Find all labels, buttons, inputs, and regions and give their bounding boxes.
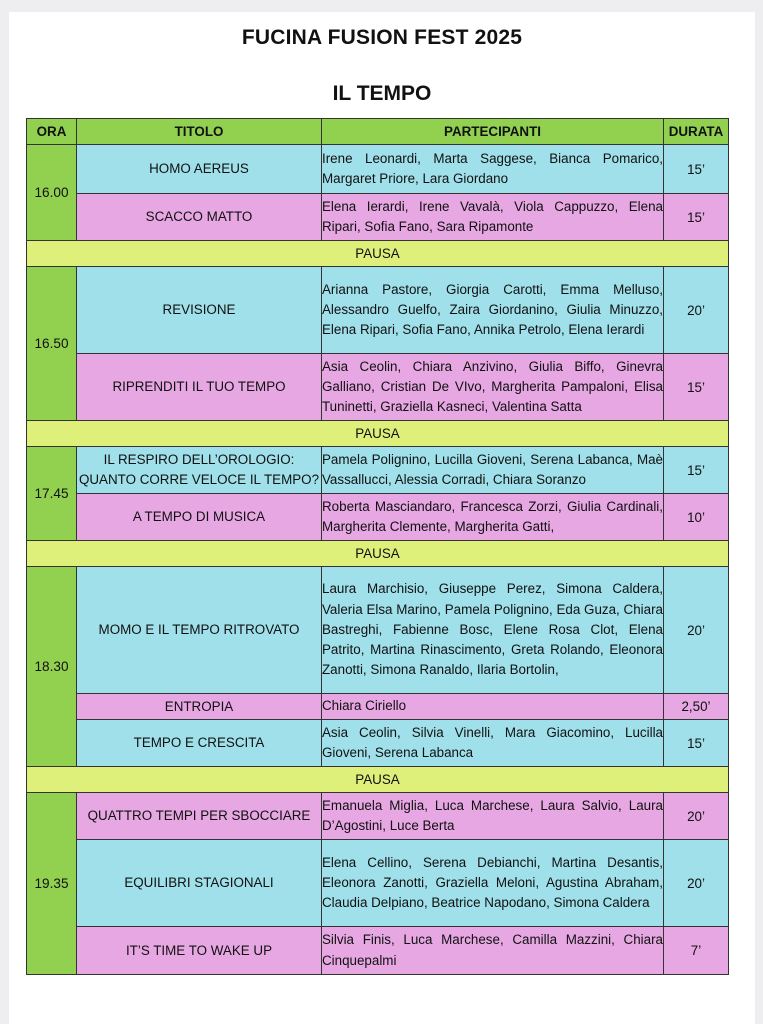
header-titolo: TITOLO <box>77 119 322 145</box>
table-row <box>27 694 729 720</box>
time-cell: 19.35 <box>27 793 77 975</box>
pause-label: PAUSA <box>27 767 729 793</box>
participants-cell: Elena Cellino, Serena Debianchi, Martina Desantis, Eleonora Zanotti, Graziella Meloni, Agustina Abraham, Claudia Delpiano, Beatrice Napodano, Simona Caldera <box>322 840 664 927</box>
table-row <box>27 354 729 421</box>
header-durata: DURATA <box>664 119 729 145</box>
duration-cell: 10’ <box>664 494 729 541</box>
duration-cell: 20’ <box>664 840 729 927</box>
title-cell: IL RESPIRO DELL’OROLOGIO: QUANTO CORRE VELOCE IL TEMPO? <box>77 447 322 494</box>
title-cell: EQUILIBRI STAGIONALI <box>77 840 322 927</box>
title-cell: RIPRENDITI IL TUO TEMPO <box>77 354 322 421</box>
title-cell: HOMO AEREUS <box>77 145 322 194</box>
participants-cell: Emanuela Miglia, Luca Marchese, Laura Salvio, Laura D’Agostini, Luce Berta <box>322 793 664 840</box>
pause-label: PAUSA <box>27 421 729 447</box>
duration-cell: 7’ <box>664 927 729 975</box>
duration-cell: 15’ <box>664 354 729 421</box>
participants-cell: Irene Leonardi, Marta Saggese, Bianca Pomarico, Margaret Priore, Lara Giordano <box>322 145 664 194</box>
duration-cell: 2,50’ <box>664 694 729 720</box>
table-row <box>27 567 729 694</box>
time-cell: 16.50 <box>27 267 77 421</box>
header-partecipanti: PARTECIPANTI <box>322 119 664 145</box>
duration-cell: 20’ <box>664 793 729 840</box>
pause-row <box>27 541 729 567</box>
document-page <box>9 12 755 1024</box>
document-subtitle: IL TEMPO <box>332 82 432 105</box>
table-row <box>27 194 729 241</box>
participants-cell: Arianna Pastore, Giorgia Carotti, Emma Melluso, Alessandro Guelfo, Zaira Giordanino, Giulia Minuzzo, Elena Ripari, Sofia Fano, Annika Petrolo, Elena Ierardi <box>322 267 664 354</box>
participants-cell: Laura Marchisio, Giuseppe Perez, Simona Caldera, Valeria Elsa Marino, Pamela Polignino, Eda Guza, Chiara Bastreghi, Fabienne Bosc, Elene Rosa Clot, Elena Patrito, Martina Rinascimento, Greta Rolando, Eleonora Zanotti, Simona Ranaldo, Ilaria Bortolin, <box>322 567 664 694</box>
time-cell: 17.45 <box>27 447 77 541</box>
title-cell: SCACCO MATTO <box>77 194 322 241</box>
participants-cell: Asia Ceolin, Silvia Vinelli, Mara Giacomino, Lucilla Gioveni, Serena Labanca <box>322 720 664 767</box>
table-row <box>27 494 729 541</box>
table-row <box>27 447 729 494</box>
participants-cell: Chiara Ciriello <box>322 694 664 720</box>
duration-cell: 15’ <box>664 447 729 494</box>
header-ora: ORA <box>27 119 77 145</box>
table-row <box>27 145 729 194</box>
header-row <box>27 119 729 145</box>
pause-label: PAUSA <box>27 541 729 567</box>
title-cell: QUATTRO TEMPI PER SBOCCIARE <box>77 793 322 840</box>
duration-cell: 15’ <box>664 145 729 194</box>
document-title: FUCINA FUSION FEST 2025 <box>241 26 523 49</box>
participants-cell: Pamela Polignino, Lucilla Gioveni, Serena Labanca, Maè Vassallucci, Alessia Corradi, Chiara Soranzo <box>322 447 664 494</box>
title-cell: MOMO E IL TEMPO RITROVATO <box>77 567 322 694</box>
duration-cell: 15’ <box>664 194 729 241</box>
participants-cell: Asia Ceolin, Chiara Anzivino, Giulia Biffo, Ginevra Galliano, Cristian De VIvo, Margherita Pampaloni, Elisa Tuninetti, Graziella Kasneci, Valentina Satta <box>322 354 664 421</box>
table-row <box>27 793 729 840</box>
table-row <box>27 720 729 767</box>
pause-row <box>27 767 729 793</box>
table-row <box>27 927 729 975</box>
title-cell: TEMPO E CRESCITA <box>77 720 322 767</box>
title-cell: ENTROPIA <box>77 694 322 720</box>
participants-cell: Silvia Finis, Luca Marchese, Camilla Mazzini, Chiara Cinquepalmi <box>322 927 664 975</box>
schedule-table <box>26 118 729 975</box>
time-cell: 18.30 <box>27 567 77 767</box>
pause-label: PAUSA <box>27 241 729 267</box>
participants-cell: Elena Ierardi, Irene Vavalà, Viola Cappuzzo, Elena Ripari, Sofia Fano, Sara Ripamonte <box>322 194 664 241</box>
participants-cell: Roberta Masciandaro, Francesca Zorzi, Giulia Cardinali, Margherita Clemente, Margherita Gatti, <box>322 494 664 541</box>
pause-row <box>27 421 729 447</box>
time-cell: 16.00 <box>27 145 77 241</box>
table-row <box>27 267 729 354</box>
title-cell: REVISIONE <box>77 267 322 354</box>
title-cell: IT’S TIME TO WAKE UP <box>77 927 322 975</box>
pause-row <box>27 241 729 267</box>
table-row <box>27 840 729 927</box>
duration-cell: 20’ <box>664 567 729 694</box>
title-cell: A TEMPO DI MUSICA <box>77 494 322 541</box>
duration-cell: 20’ <box>664 267 729 354</box>
duration-cell: 15’ <box>664 720 729 767</box>
